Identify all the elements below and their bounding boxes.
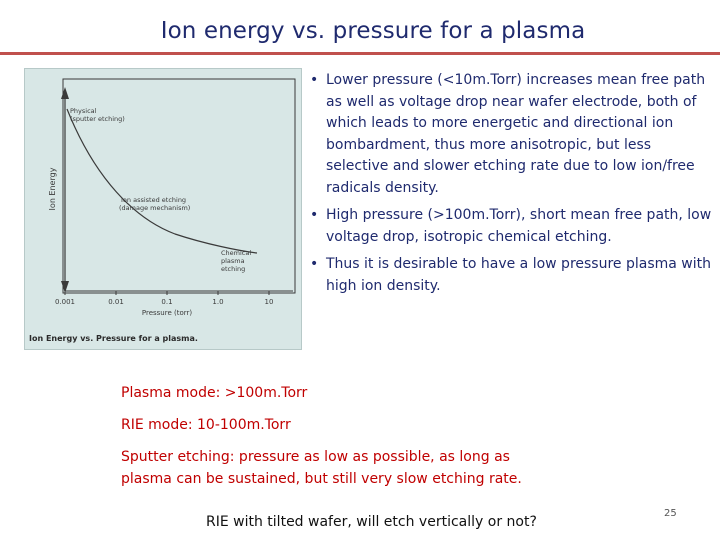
figure-caption: Ion Energy vs. Pressure for a plasma.	[29, 334, 198, 343]
plot-frame	[63, 79, 295, 293]
bullet-conclusion: • Thus it is desirable to have a low pressure plasma with high ion density.	[308, 254, 712, 297]
x-tick-label: 0.01	[108, 298, 124, 306]
title-divider	[0, 52, 720, 55]
bullet-low-pressure: • Lower pressure (<10m.Torr) increases mean free path as well as voltage drop near wafer electrode, both of which leads to more energetic and directional ion bombardment, thus more anisotropic, but less selective and slower etching rate due to low ion/free radicals density.	[308, 70, 712, 199]
ion-energy-plot	[25, 69, 301, 349]
annotation-physical-sub: (sputter etching)	[70, 115, 125, 123]
y-axis-label: Ion Energy	[48, 167, 57, 211]
rie-question: RIE with tilted wafer, will etch vertically or not?	[206, 514, 537, 530]
pressure-notes	[121, 382, 561, 500]
note-rie-mode: RIE mode: 10-100m.Torr	[121, 417, 291, 433]
annotation-chemical-3: etching	[221, 265, 246, 273]
x-tick-label: 10	[264, 298, 274, 306]
x-axis-label: Pressure (torr)	[141, 309, 193, 317]
annotation-ion-assisted: Ion assisted etching	[121, 196, 187, 204]
bullet-list	[308, 70, 712, 303]
note-sputter-etching: Sputter etching: pressure as low as possible, as long as plasma can be sustained, but still very slow etching rate.	[121, 449, 522, 487]
note-plasma-mode: Plasma mode: >100m.Torr	[121, 385, 308, 401]
ion-energy-curve	[67, 109, 257, 253]
annotation-physical: Physical	[70, 107, 97, 115]
y-arrowhead-icon	[61, 87, 69, 99]
annotation-ion-assisted-sub: (damage mechanism)	[119, 204, 191, 212]
annotation-chemical: Chemical	[221, 249, 252, 257]
bullet-high-pressure: • High pressure (>100m.Torr), short mean free path, low voltage drop, isotropic chemical etching.	[308, 205, 712, 248]
page-number: 25	[664, 508, 677, 519]
slide-title: Ion energy vs. pressure for a plasma	[160, 18, 586, 44]
x-tick-label: 1.0	[212, 298, 224, 306]
ion-energy-figure	[24, 68, 302, 350]
x-tick-label: 0.1	[161, 298, 173, 306]
annotation-chemical-2: plasma	[221, 257, 245, 265]
x-tick-label: 0.001	[54, 298, 76, 306]
